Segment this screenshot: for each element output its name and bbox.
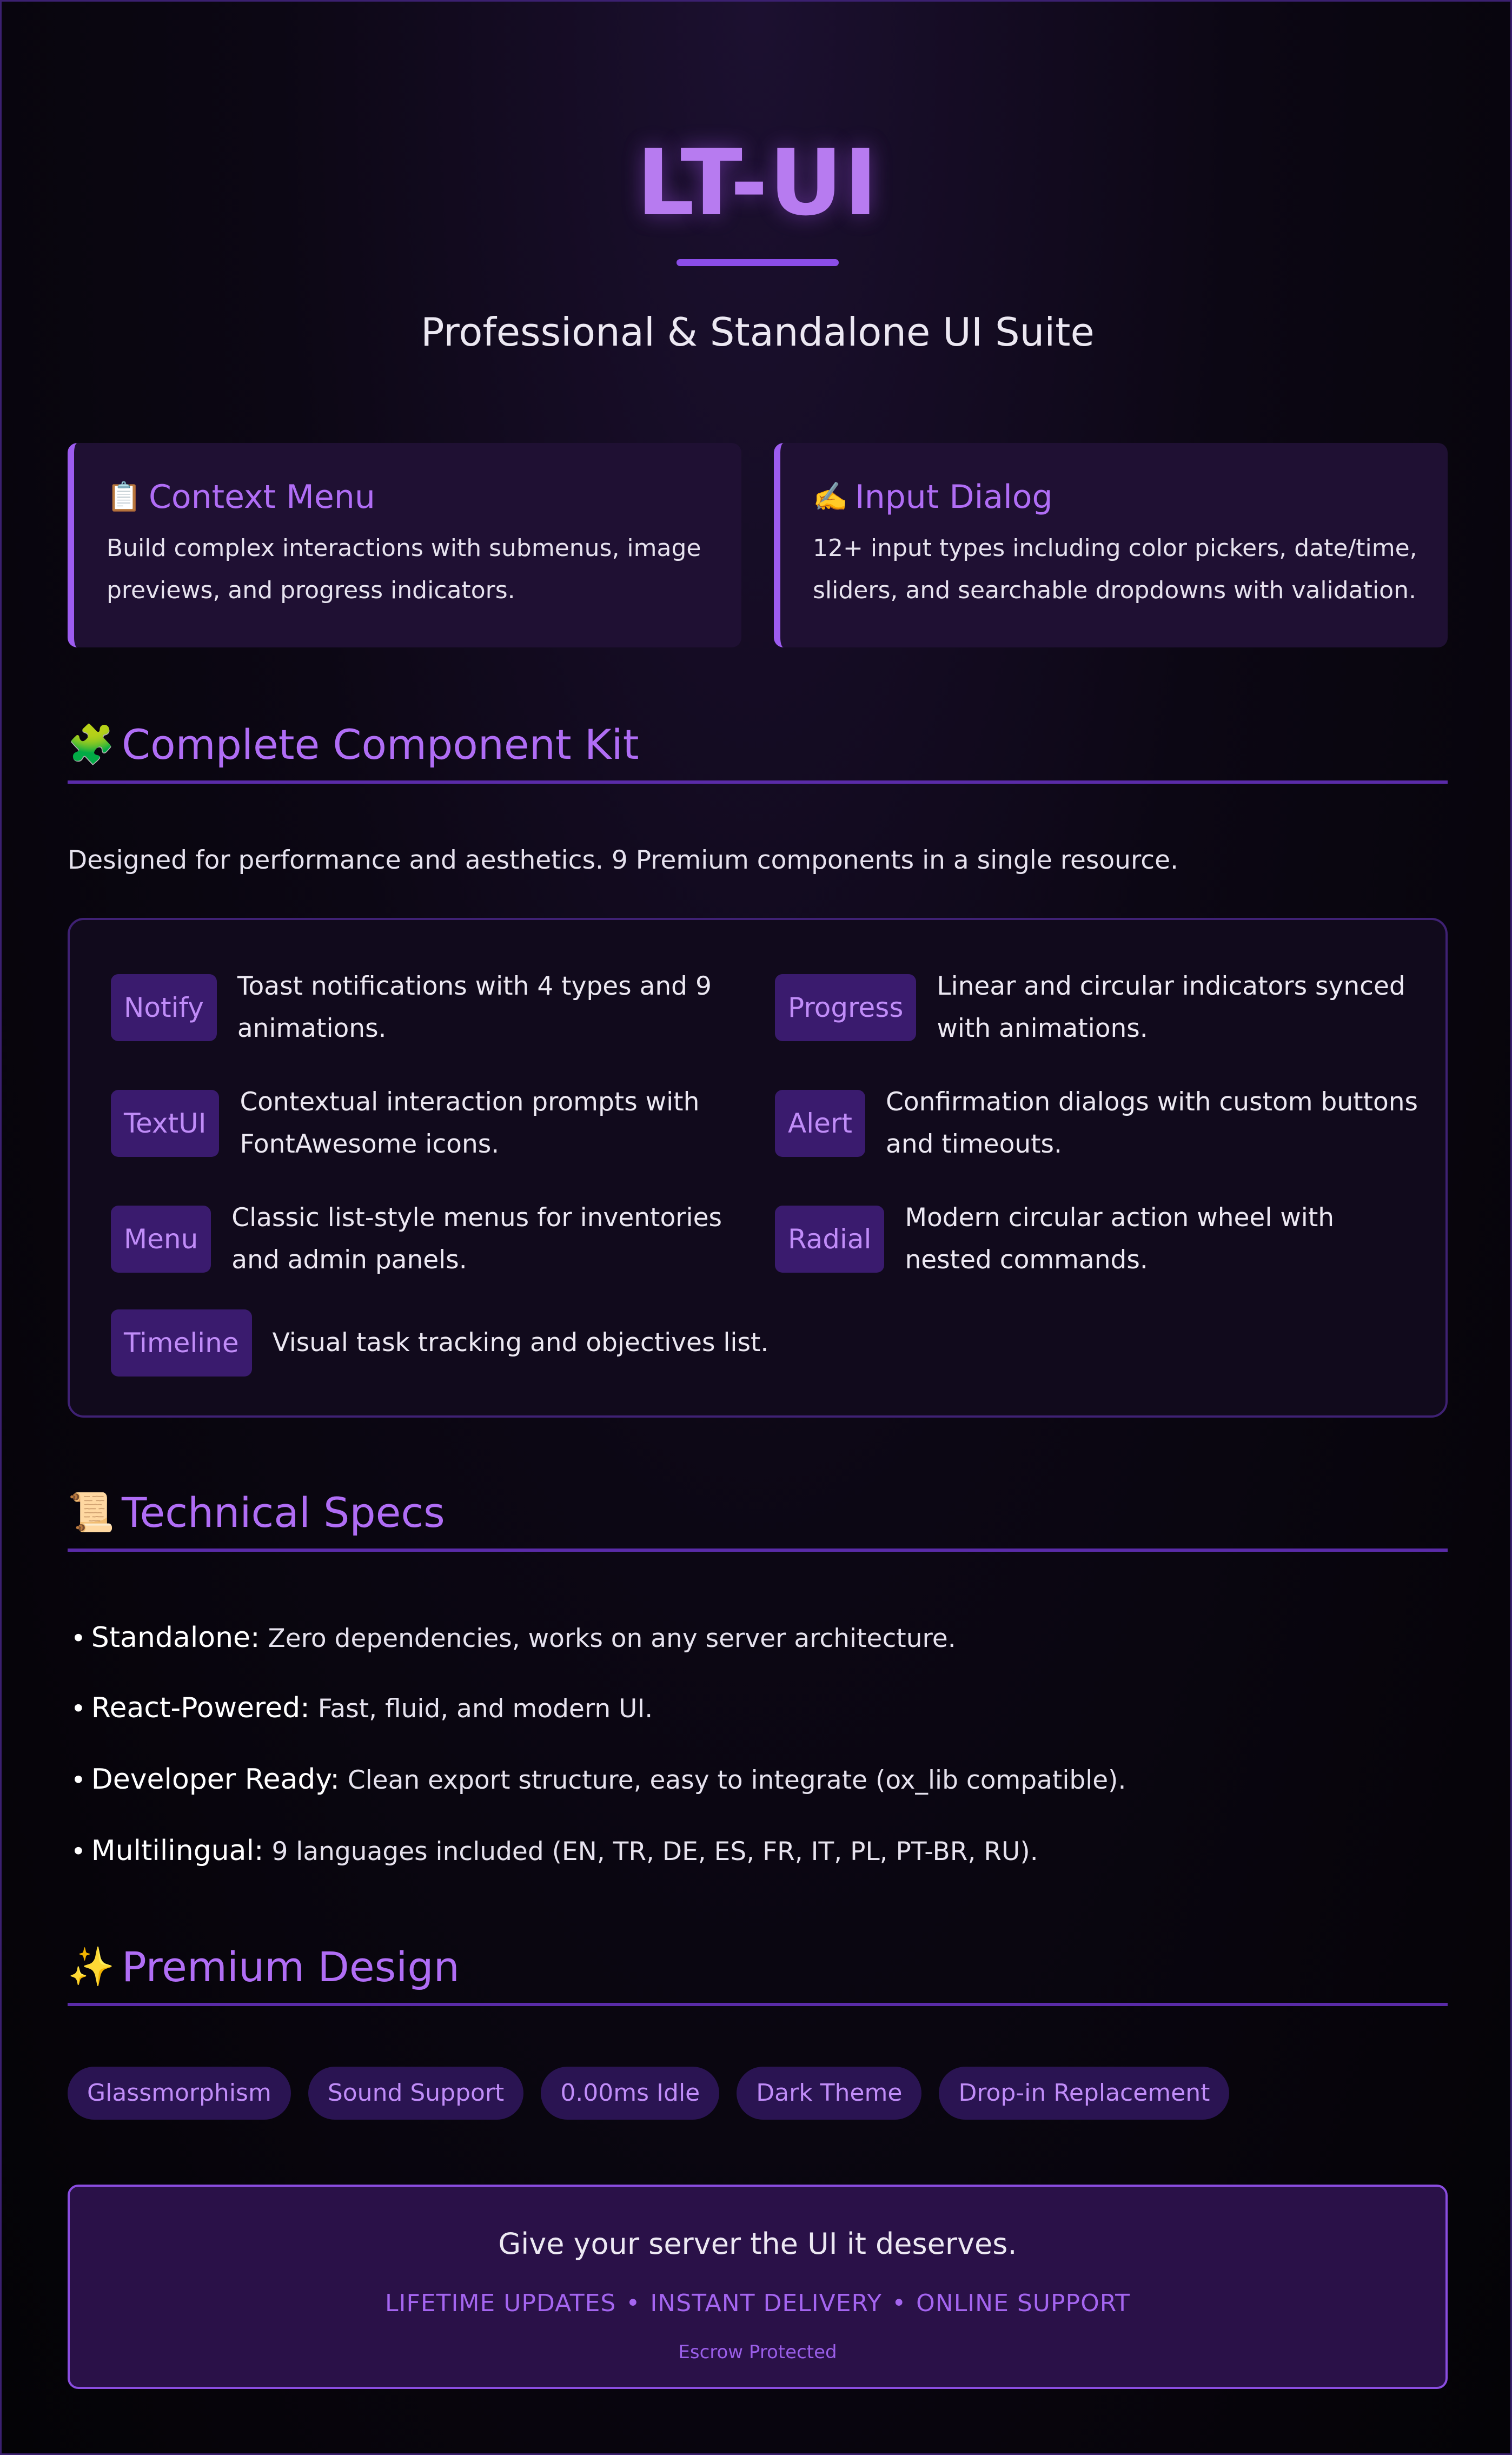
component-description: Toast notifications with 4 types and 9 animations. — [237, 971, 712, 1043]
component-item — [111, 965, 749, 1050]
spec-key: Multilingual: — [91, 1835, 264, 1867]
clipboard-icon: 📋 — [107, 481, 142, 513]
spec-text: Zero dependencies, works on any server architecture. — [268, 1624, 956, 1653]
cta-features — [70, 2289, 1445, 2317]
puzzle-icon: 🧩 — [68, 722, 115, 766]
spec-item — [71, 1689, 653, 1728]
feature-title-label: Input Dialog — [855, 478, 1053, 516]
spec-key: Developer Ready: — [91, 1763, 340, 1796]
section-heading-label: Premium Design — [122, 1942, 460, 1991]
component-tag: TextUI — [111, 1090, 219, 1157]
spec-text: Fast, fluid, and modern UI. — [317, 1694, 653, 1724]
scroll-icon: 📜 — [68, 1490, 115, 1534]
section-heading-label: Complete Component Kit — [122, 720, 639, 769]
separator-dot-icon: • — [892, 2289, 907, 2317]
feature-description: Build complex interactions with submenus, image previews, and progress indicators. — [107, 534, 701, 604]
component-item — [775, 1197, 1424, 1281]
title-underline — [677, 259, 839, 266]
feature-card-input-dialog — [774, 443, 1448, 647]
component-description: Contextual interaction prompts with FontAwesome icons. — [240, 1087, 700, 1159]
component-tag: Progress — [775, 974, 916, 1041]
section-heading-label: Technical Specs — [122, 1488, 445, 1537]
cta-feature: INSTANT DELIVERY — [650, 2289, 883, 2317]
component-item — [111, 1197, 771, 1281]
cta-feature: LIFETIME UPDATES — [385, 2289, 616, 2317]
bullet-icon: • — [71, 1765, 86, 1795]
cta-feature: ONLINE SUPPORT — [916, 2289, 1130, 2317]
pill-sound-support: Sound Support — [308, 2067, 523, 2120]
page-title: LT-UI — [636, 130, 879, 236]
feature-title — [813, 475, 1448, 519]
section-heading-technical-specs — [68, 1476, 1448, 1552]
component-item — [111, 1309, 868, 1377]
spec-item — [71, 1761, 1126, 1799]
component-item — [775, 965, 1413, 1050]
component-item — [775, 1081, 1424, 1166]
cta-note: Escrow Protected — [678, 2341, 837, 2363]
spec-item — [71, 1619, 956, 1658]
component-tag: Radial — [775, 1206, 884, 1273]
spec-item — [71, 1832, 1038, 1871]
pill-idle: 0.00ms Idle — [541, 2067, 719, 2120]
bullet-icon: • — [71, 1694, 86, 1724]
feature-description: 12+ input types including color pickers, date/time, sliders, and searchable dropdowns with validation. — [813, 534, 1417, 604]
feature-card-context-menu — [68, 443, 741, 647]
cta-headline: Give your server the UI it deserves. — [498, 2227, 1017, 2261]
component-grid — [68, 918, 1448, 1418]
component-tag: Timeline — [111, 1309, 252, 1377]
feature-title-label: Context Menu — [149, 478, 375, 516]
separator-dot-icon: • — [626, 2289, 641, 2317]
kit-intro-text: Designed for performance and aesthetics. 9 Premium components in a single resource. — [68, 845, 1178, 875]
component-tag: Alert — [775, 1090, 865, 1157]
spec-text: Clean export structure, easy to integrate (ox_lib compatible). — [347, 1765, 1126, 1795]
sparkles-icon: ✨ — [68, 1944, 115, 1989]
writing-hand-icon: ✍️ — [813, 481, 848, 513]
component-description: Linear and circular indicators synced with animations. — [937, 971, 1405, 1043]
component-tag: Menu — [111, 1206, 211, 1273]
bullet-icon: • — [71, 1624, 86, 1653]
component-description: Classic list-style menus for inventories and admin panels. — [231, 1203, 722, 1275]
component-description: Visual task tracking and objectives list. — [272, 1328, 769, 1358]
spec-key: React-Powered: — [91, 1692, 310, 1724]
section-heading-premium-design — [68, 1930, 1448, 2006]
component-item — [111, 1081, 749, 1166]
spec-key: Standalone: — [91, 1622, 260, 1654]
section-heading-component-kit — [68, 708, 1448, 784]
pill-dark-theme: Dark Theme — [737, 2067, 921, 2120]
feature-pills — [68, 2067, 1229, 2120]
component-tag: Notify — [111, 974, 217, 1041]
component-description: Confirmation dialogs with custom buttons and timeouts. — [886, 1087, 1418, 1159]
cta-box — [68, 2185, 1448, 2389]
pill-glassmorphism: Glassmorphism — [68, 2067, 291, 2120]
spec-text: 9 languages included (EN, TR, DE, ES, FR, IT, PL, PT-BR, RU). — [271, 1837, 1038, 1867]
feature-title — [107, 475, 741, 519]
pill-drop-in: Drop-in Replacement — [939, 2067, 1229, 2120]
page-subtitle: Professional & Standalone UI Suite — [421, 309, 1095, 355]
bullet-icon: • — [71, 1837, 86, 1867]
component-description: Modern circular action wheel with nested commands. — [905, 1203, 1335, 1275]
